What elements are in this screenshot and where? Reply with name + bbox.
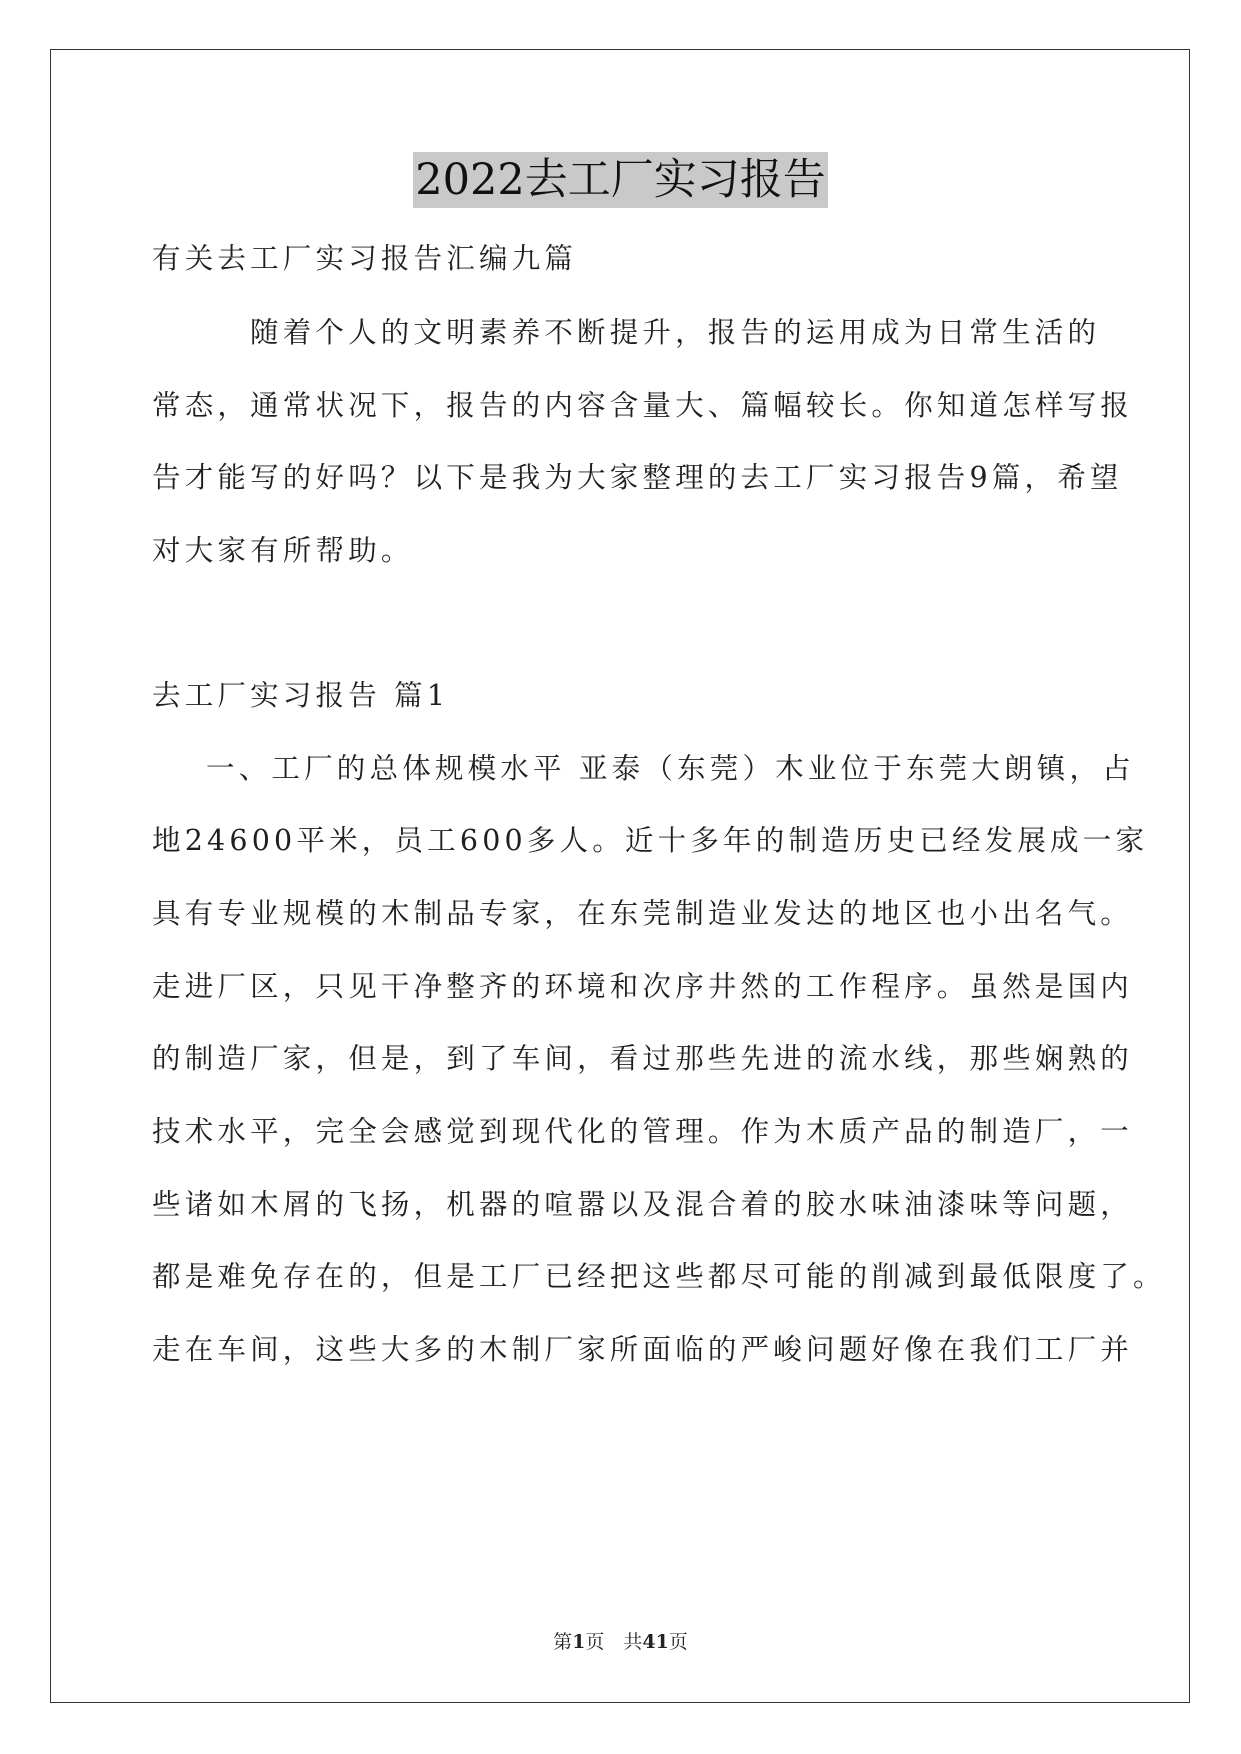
footer-middle: 页 共 bbox=[585, 1631, 643, 1653]
footer-prefix: 第 bbox=[553, 1631, 573, 1653]
body-line: 的制造厂家，但是，到了车间，看过那些先进的流水线，那些娴熟的 bbox=[152, 1042, 1134, 1075]
body-line: 具有专业规模的木制品专家，在东莞制造业发达的地区也小出名气。 bbox=[152, 897, 1134, 930]
intro-line: 对大家有所帮助。 bbox=[152, 534, 414, 567]
page-border bbox=[50, 49, 1190, 1703]
page-footer bbox=[0, 1630, 1241, 1654]
intro-heading: 有关去工厂实习报告汇编九篇 bbox=[152, 242, 578, 275]
intro-line: 常态，通常状况下，报告的内容含量大、篇幅较长。你知道怎样写报 bbox=[152, 389, 1134, 422]
intro-line: 告才能写的好吗？以下是我为大家整理的去工厂实习报告9篇，希望 bbox=[152, 461, 1123, 494]
footer-suffix: 页 bbox=[668, 1631, 688, 1653]
body-line: 些诸如木屑的飞扬，机器的喧嚣以及混合着的胶水味油漆味等问题， bbox=[152, 1188, 1134, 1221]
body-line: 走进厂区，只见干净整齐的环境和次序井然的工作程序。虽然是国内 bbox=[152, 970, 1134, 1003]
document-title: 2022去工厂实习报告 bbox=[413, 152, 827, 208]
footer-page-number: 1 bbox=[572, 1631, 586, 1653]
footer-total-pages: 41 bbox=[642, 1631, 669, 1653]
body-line: 都是难免存在的，但是工厂已经把这些都尽可能的削减到最低限度了。 bbox=[152, 1260, 1166, 1293]
section-heading: 去工厂实习报告 篇1 bbox=[152, 679, 450, 712]
body-line: 技术水平，完全会感觉到现代化的管理。作为木质产品的制造厂，一 bbox=[152, 1115, 1134, 1148]
title-wrap bbox=[0, 152, 1241, 208]
body-line: 走在车间，这些大多的木制厂家所面临的严峻问题好像在我们工厂并 bbox=[152, 1333, 1134, 1366]
body-line: 地24600平米，员工600多人。近十多年的制造历史已经发展成一家 bbox=[152, 824, 1149, 857]
intro-line: 随着个人的文明素养不断提升，报告的运用成为日常生活的 bbox=[250, 316, 1101, 349]
body-line: 一、工厂的总体规模水平 亚泰（东莞）木业位于东莞大朗镇，占 bbox=[206, 752, 1135, 785]
